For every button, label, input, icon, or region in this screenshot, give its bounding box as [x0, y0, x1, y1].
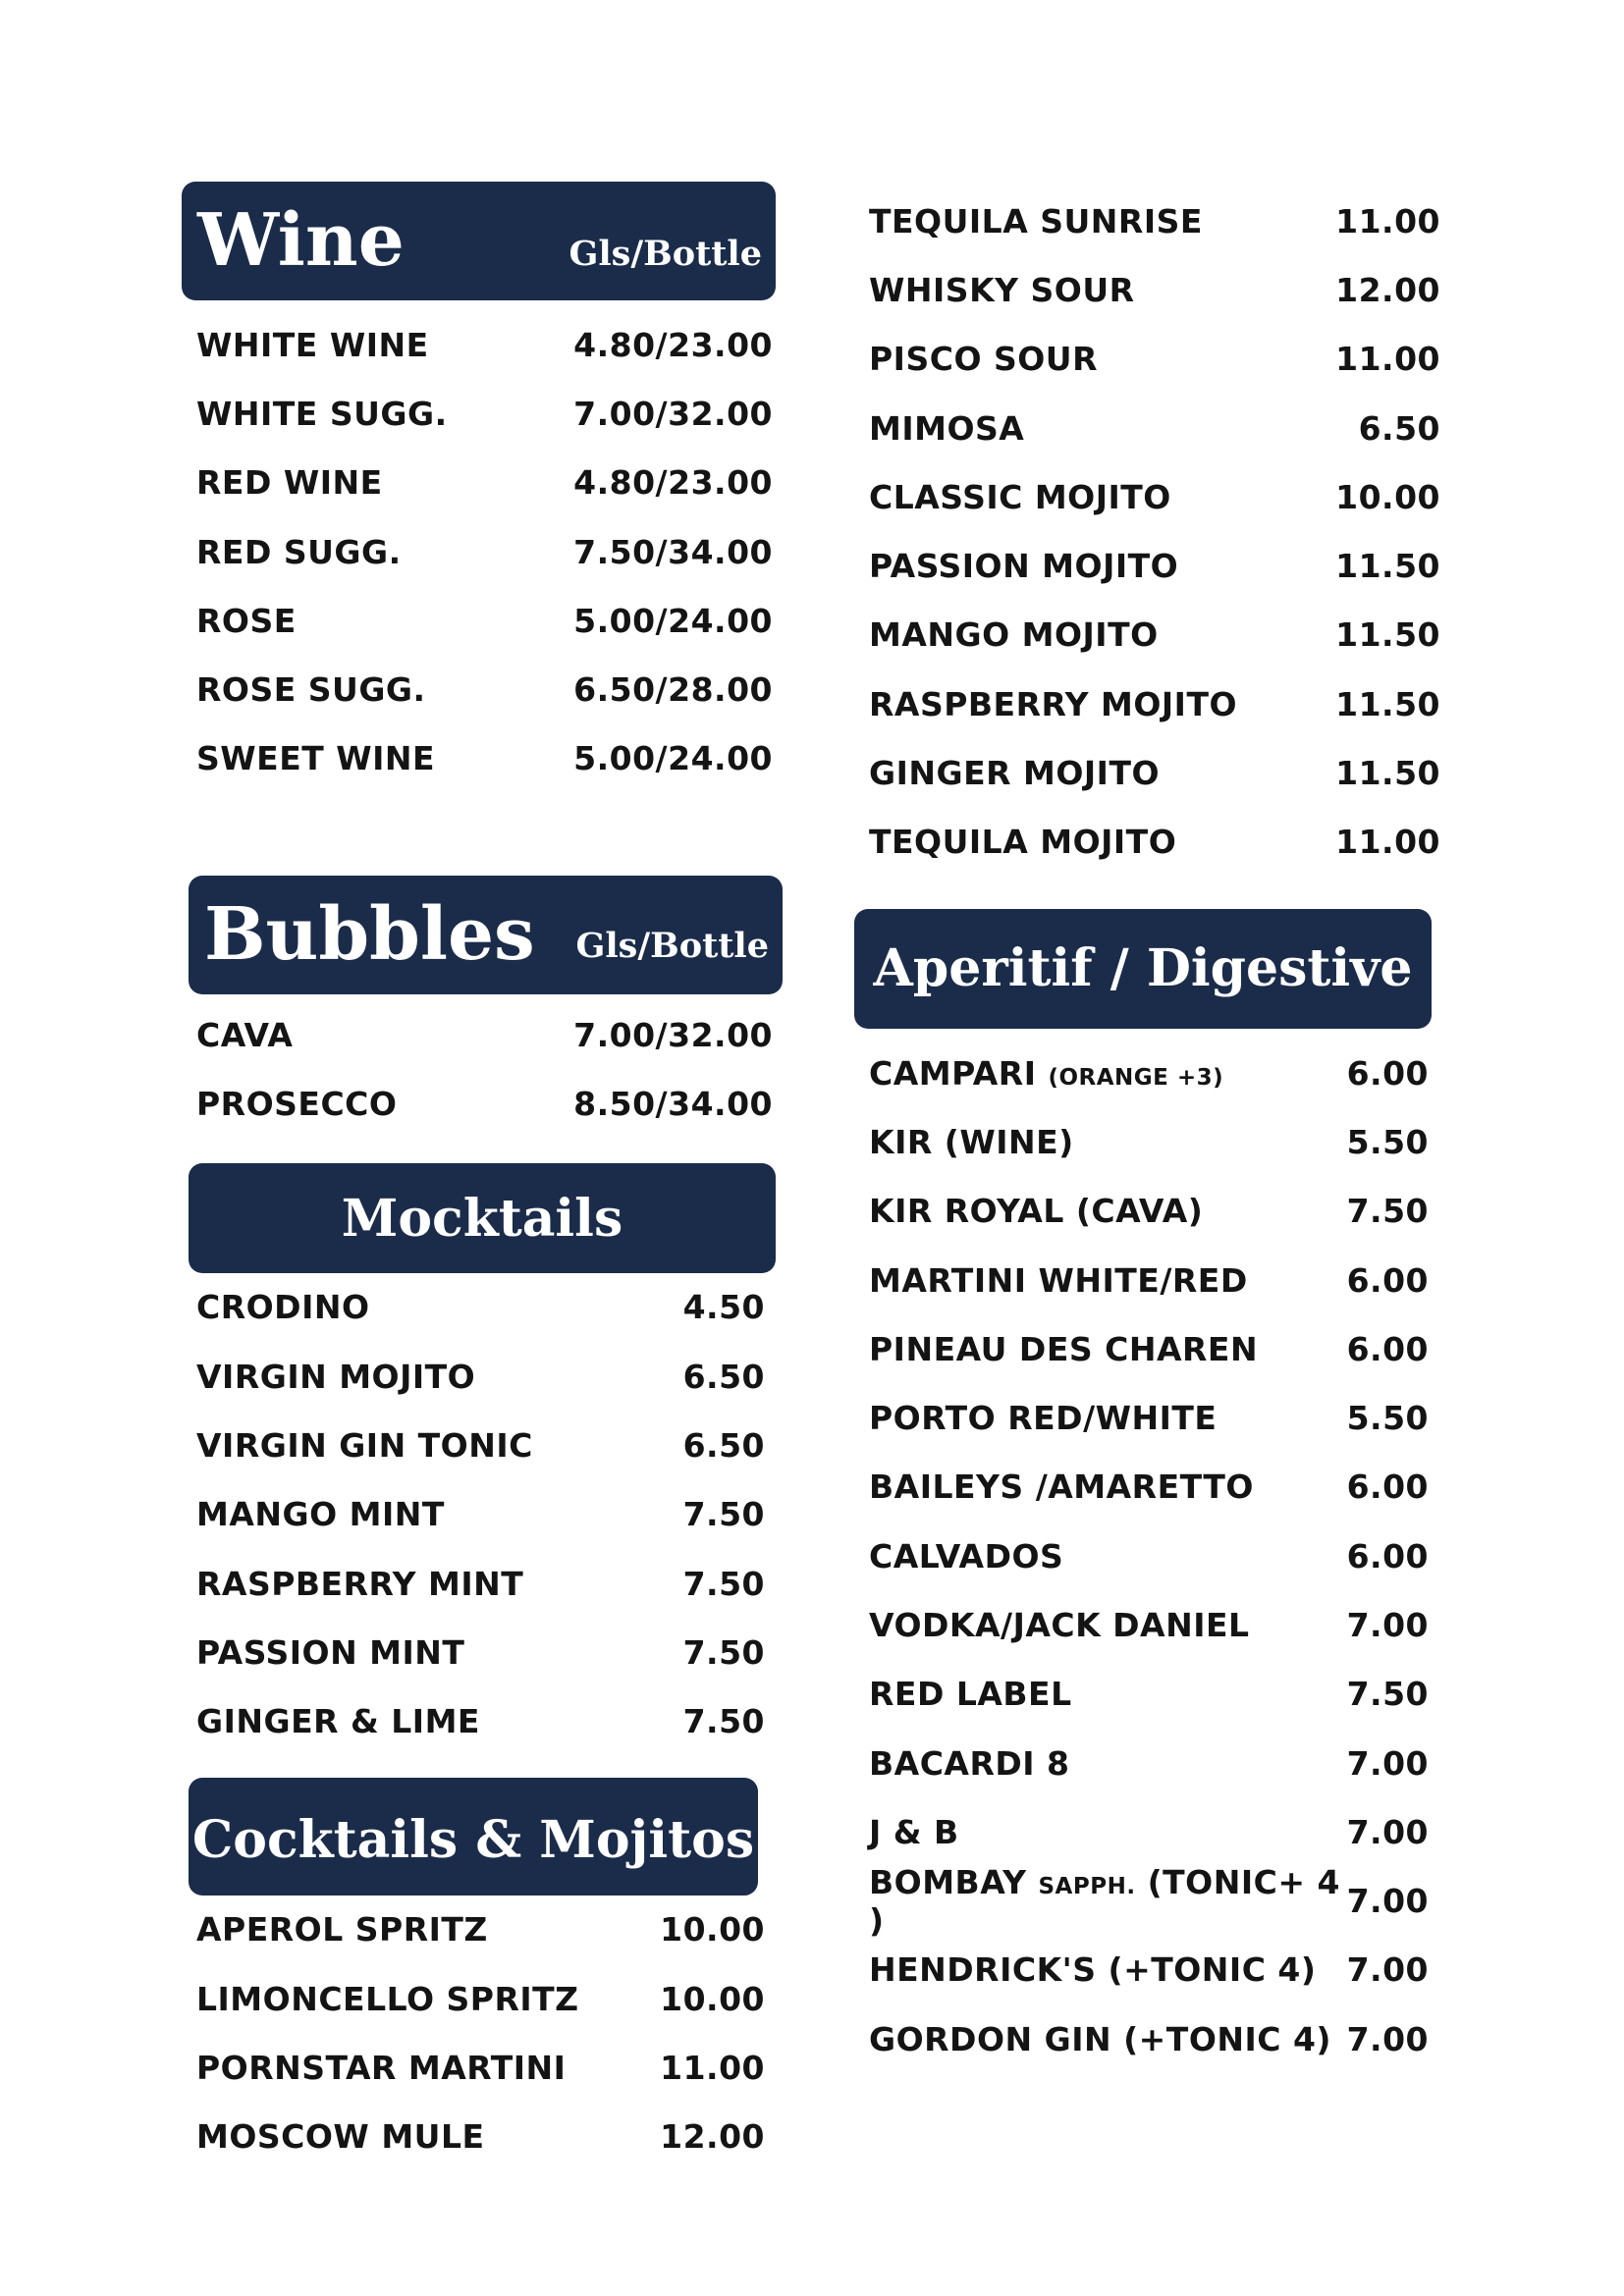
menu-item	[854, 531, 1443, 600]
menu-item	[854, 462, 1443, 531]
menu-item	[182, 1069, 776, 1138]
item-name: MARTINI WHITE/RED	[869, 1260, 1248, 1300]
item-name: RASPBERRY MOJITO	[869, 684, 1238, 723]
cocktails-list	[182, 1896, 776, 2171]
item-name: PISCO SOUR	[869, 340, 1099, 379]
item-name: MANGO MOJITO	[869, 615, 1159, 655]
menu-item	[182, 2033, 768, 2102]
item-name: KIR ROYAL (CAVA)	[869, 1192, 1204, 1231]
item-price: 7.50	[682, 1564, 765, 1603]
menu-item	[182, 1000, 776, 1069]
item-price: 7.50	[682, 1495, 765, 1534]
menu-item	[182, 2103, 768, 2171]
mocktails-header	[189, 1163, 776, 1273]
menu-item	[854, 1039, 1432, 1107]
item-name: TEQUILA MOJITO	[869, 823, 1177, 862]
aperitif-list	[854, 1039, 1443, 2073]
menu-item	[182, 517, 776, 586]
menu-item	[854, 1453, 1432, 1522]
item-price: 5.00/24.00	[573, 739, 773, 778]
item-price: 10.00	[1335, 477, 1440, 516]
menu-item	[182, 1618, 768, 1686]
mocktails-list	[182, 1273, 776, 1756]
item-price: 5.00/24.00	[573, 601, 773, 640]
item-price: 11.50	[1335, 547, 1440, 586]
cocktails-continued-list	[854, 187, 1443, 877]
item-price: 12.00	[1335, 270, 1440, 309]
item-price: 7.00/32.00	[573, 394, 773, 433]
item-name: RASPBERRY MINT	[196, 1564, 524, 1603]
item-price: 6.50/28.00	[573, 670, 773, 710]
item-price: 8.50/34.00	[573, 1085, 773, 1124]
menu-item	[854, 1729, 1432, 1797]
item-name: GORDON GIN (+TONIC 4)	[869, 2019, 1332, 2058]
menu-item	[854, 1383, 1432, 1452]
item-name: GINGER & LIME	[196, 1702, 480, 1741]
aperitif-header	[854, 909, 1432, 1029]
item-price: 7.50/34.00	[573, 532, 773, 571]
item-name: CAVA	[196, 1015, 294, 1054]
bubbles-title: Bubbles	[204, 892, 535, 978]
item-name: MANGO MINT	[196, 1495, 445, 1534]
menu-item	[854, 325, 1443, 394]
menu-item	[182, 379, 776, 448]
menu-item	[182, 1273, 768, 1342]
item-price: 6.00	[1346, 1329, 1429, 1368]
item-price: 7.00	[1346, 2019, 1429, 2058]
menu-item	[854, 1660, 1432, 1729]
item-price: 5.50	[1346, 1399, 1429, 1438]
item-price: 6.00	[1346, 1536, 1429, 1575]
item-name: MOSCOW MULE	[196, 2117, 485, 2157]
menu-item	[182, 586, 776, 655]
menu-item	[182, 449, 776, 517]
item-price: 6.00	[1346, 1053, 1429, 1093]
menu-item	[854, 601, 1443, 669]
item-name: TEQUILA SUNRISE	[869, 201, 1203, 240]
item-name: CLASSIC MOJITO	[869, 477, 1171, 516]
menu-item	[182, 1549, 768, 1618]
item-price: 4.50	[682, 1288, 765, 1327]
item-name: RED SUGG.	[196, 532, 402, 571]
item-price: 11.00	[1335, 201, 1440, 240]
item-name: PASSION MOJITO	[869, 547, 1179, 586]
item-name: PORNSTAR MARTINI	[196, 2048, 567, 2087]
item-price: 6.50	[682, 1357, 765, 1396]
wine-header	[182, 182, 776, 300]
item-name: WHISKY SOUR	[869, 270, 1135, 309]
item-price: 10.00	[660, 1910, 765, 1949]
item-name: LIMONCELLO SPRITZ	[196, 1979, 579, 2018]
item-price: 7.00/32.00	[573, 1015, 773, 1054]
menu-item	[854, 1590, 1432, 1659]
menu-item	[182, 1411, 768, 1479]
item-price: 7.00	[1346, 1812, 1429, 1851]
mocktails-title: Mocktails	[341, 1188, 623, 1249]
item-name: VODKA/JACK DANIEL	[869, 1605, 1250, 1644]
item-price: 7.00	[1346, 1950, 1429, 1990]
item-name: J & B	[869, 1812, 959, 1851]
item-name: CAMPARI (ORANGE +3)	[869, 1053, 1224, 1093]
item-name: PASSION MINT	[196, 1632, 465, 1672]
item-price: 4.80/23.00	[573, 463, 773, 503]
item-price: 6.00	[1346, 1468, 1429, 1507]
item-price: 11.50	[1335, 684, 1440, 723]
menu-item	[854, 255, 1443, 324]
item-name: PINEAU DES CHAREN	[869, 1329, 1259, 1368]
item-name: ROSE	[196, 601, 297, 640]
wine-list	[182, 310, 776, 793]
item-extra: (TONIC+ 4 )	[869, 1862, 1340, 1940]
item-name: VIRGIN GIN TONIC	[196, 1425, 533, 1465]
item-price: 6.50	[682, 1425, 765, 1465]
menu-item	[854, 669, 1443, 738]
menu-item	[182, 655, 776, 723]
item-price: 11.50	[1335, 754, 1440, 793]
cocktails-header	[189, 1778, 758, 1896]
wine-title: Wine	[197, 198, 405, 283]
item-price: 7.00	[1346, 1882, 1429, 1921]
menu-item	[182, 724, 776, 793]
item-price: 6.00	[1346, 1260, 1429, 1300]
menu-item	[854, 187, 1443, 255]
item-name: RED WINE	[196, 463, 383, 503]
bubbles-subtitle: Gls/Bottle	[575, 926, 769, 967]
item-price: 6.50	[1358, 408, 1440, 448]
menu-item	[182, 1480, 768, 1549]
item-price: 4.80/23.00	[573, 325, 773, 364]
item-price: 11.00	[1335, 823, 1440, 862]
item-name: VIRGIN MOJITO	[196, 1357, 476, 1396]
menu-item	[854, 2004, 1432, 2073]
item-price: 12.00	[660, 2117, 765, 2157]
item-price: 7.50	[1346, 1192, 1429, 1231]
menu-item	[854, 808, 1443, 877]
item-name: WHITE SUGG.	[196, 394, 448, 433]
item-price: 5.50	[1346, 1122, 1429, 1161]
left-column	[182, 182, 776, 2171]
item-name: MIMOSA	[869, 408, 1025, 448]
menu-item	[182, 1686, 768, 1755]
menu-item	[182, 1896, 768, 1964]
item-note: SAPPH.	[1038, 1873, 1136, 1899]
item-name: KIR (WINE)	[869, 1122, 1074, 1161]
item-price: 11.00	[1335, 340, 1440, 379]
bubbles-list	[182, 1000, 776, 1139]
item-name: PROSECCO	[196, 1085, 398, 1124]
item-name: GINGER MOJITO	[869, 754, 1161, 793]
item-price: 7.50	[1346, 1675, 1429, 1714]
item-price: 7.00	[1346, 1743, 1429, 1783]
menu-item	[854, 1177, 1432, 1246]
menu-item	[854, 1246, 1432, 1314]
menu-item	[182, 1964, 768, 2033]
item-name: RED LABEL	[869, 1675, 1072, 1714]
item-price: 10.00	[660, 1979, 765, 2018]
menu-item	[854, 1797, 1432, 1866]
menu-item	[854, 1522, 1432, 1590]
item-name: HENDRICK'S (+TONIC 4)	[869, 1950, 1317, 1990]
item-name: APEROL SPRITZ	[196, 1910, 488, 1949]
item-price: 7.00	[1346, 1605, 1429, 1644]
item-name: BAILEYS /AMARETTO	[869, 1468, 1254, 1507]
bubbles-header	[189, 876, 783, 994]
item-name: WHITE WINE	[196, 325, 429, 364]
menu-item	[854, 1107, 1432, 1176]
item-price: 11.50	[1335, 615, 1440, 655]
menu-item	[854, 394, 1443, 462]
menu-item	[854, 738, 1443, 807]
item-name: BOMBAY SAPPH. (TONIC+ 4 )	[869, 1862, 1340, 1940]
item-price: 11.00	[660, 2048, 765, 2087]
right-column	[854, 187, 1443, 2073]
item-name: BACARDI 8	[869, 1743, 1070, 1783]
item-name: PORTO RED/WHITE	[869, 1399, 1218, 1438]
menu-item	[854, 1862, 1432, 1940]
menu-item	[182, 1342, 768, 1411]
item-name: SWEET WINE	[196, 739, 436, 778]
aperitif-title: Aperitif / Digestive	[873, 937, 1413, 998]
menu-item	[854, 1314, 1432, 1383]
menu-item	[854, 1936, 1432, 2004]
item-name: CRODINO	[196, 1288, 370, 1327]
item-name: CALVADOS	[869, 1536, 1064, 1575]
menu-item	[182, 310, 776, 379]
item-name: ROSE SUGG.	[196, 670, 426, 710]
cocktails-title: Cocktails & Mojitos	[191, 1809, 755, 1870]
wine-subtitle: Gls/Bottle	[568, 234, 762, 274]
item-price: 7.50	[682, 1632, 765, 1672]
item-price: 7.50	[682, 1702, 765, 1741]
item-note: (ORANGE +3)	[1048, 1064, 1224, 1091]
